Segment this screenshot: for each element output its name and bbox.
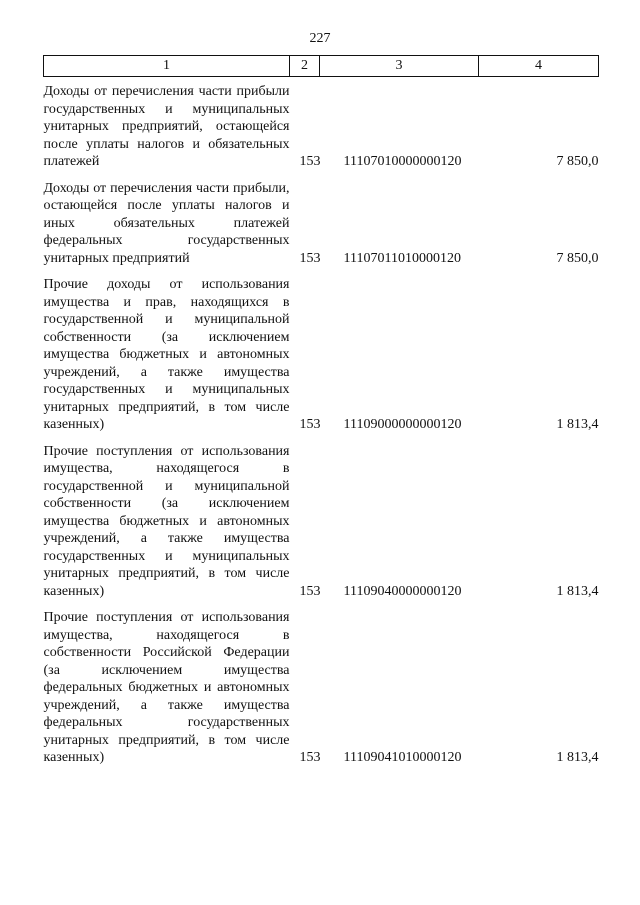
amount: 7 850,0 (556, 250, 599, 266)
table-row (44, 77, 599, 180)
table-row (44, 443, 599, 610)
income-name: Прочие доходы от использования имущества и прав, находящихся в государственной и муниципальной собственности (за исключением имущества бюджетных и автономных учреждений, а также имущества государственных и муниципальных унитарных предприятий, в том числе казенных) (43, 277, 290, 432)
budget-classification-code: 11107011010000120 (343, 250, 461, 266)
budget-classification-code: 11109041010000120 (343, 750, 462, 765)
admin-code: 153 (299, 250, 321, 266)
header-col-1: 1 (44, 56, 290, 77)
header-col-3: 3 (320, 56, 479, 77)
amount: 1 813,4 (556, 583, 599, 599)
income-name: Прочие поступления от использования имущества, находящегося в государственной и муниципальной собственности (за исключением имущества бюджетных и автономных учреждений, а также имущества государственных и муниципальных унитарных предприятий, в том числе казенных) (43, 443, 290, 599)
budget-table (43, 55, 599, 776)
admin-code: 153 (299, 154, 321, 169)
admin-code: 153 (299, 750, 321, 765)
budget-classification-code: 11109000000000120 (343, 417, 462, 432)
table-row (44, 180, 599, 277)
table-row (44, 609, 599, 776)
income-name: Доходы от перечисления части прибыли государственных и муниципальных унитарных предприятий, остающейся после уплаты налогов и обязательных платежей (43, 84, 290, 169)
income-name: Доходы от перечисления части прибыли, остающейся после уплаты налогов и иных обязательных платежей федеральных государственных унитарных предприятий (43, 180, 290, 266)
header-row (44, 56, 599, 77)
amount: 7 850,0 (556, 154, 599, 169)
table-row (44, 276, 599, 443)
table-header (44, 56, 599, 77)
amount: 1 813,4 (556, 750, 599, 765)
budget-classification-code: 11107010000000120 (343, 154, 462, 169)
amount: 1 813,4 (556, 417, 599, 432)
page-number: 227 (309, 31, 331, 46)
table-body (44, 77, 599, 776)
header-col-4: 4 (479, 56, 599, 77)
admin-code: 153 (299, 417, 321, 432)
income-name: Прочие поступления от использования имущества, находящегося в собственности Российской Федерации (за исключением имущества федеральных бюджетных и автономных учреждений, а также имущества федеральных государственных унитарных предприятий, в том числе казенных) (43, 610, 290, 765)
header-col-2: 2 (290, 56, 320, 77)
budget-classification-code: 11109040000000120 (343, 583, 462, 599)
admin-code: 153 (299, 583, 321, 599)
